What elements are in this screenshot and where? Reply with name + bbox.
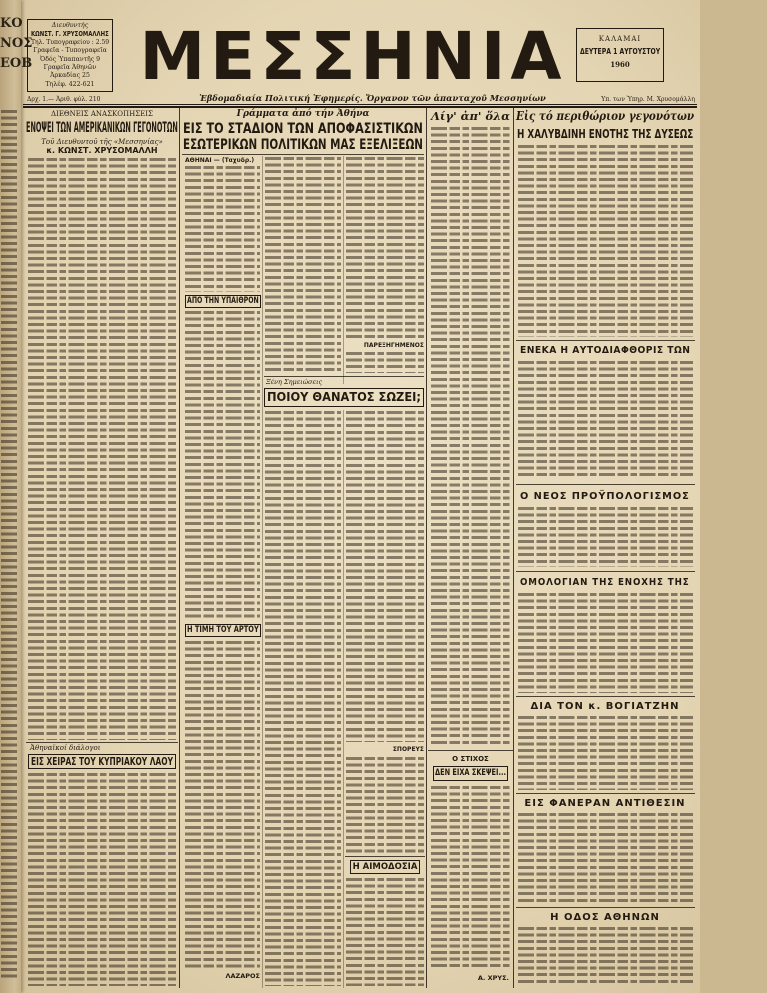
article-body-text: [346, 157, 424, 339]
athens-phone: Τηλέφ. 422-621: [45, 80, 95, 88]
offices-label: Γραφεῖα - Τυπογραφεῖα: [33, 47, 107, 55]
article-headline: ΟΜΟΛΟΓΙΑΝ ΤΗΣ ΕΝΟΧΗΣ ΤΗΣ: [520, 577, 690, 588]
editor-name: ΚΩΝΣΤ. Γ. ΧΡΥΣΟΜΑΛΛΗΣ: [31, 30, 109, 39]
newspaper-subtitle: Ἑβδομαδιαία Πολιτική Ἐφημερίς. Ὄργανον τῶν ἁπανταχοῦ Μεσσηνίων: [199, 93, 546, 103]
section-rule: [182, 154, 424, 155]
issue-number: Δρχ. 1.— Ἀριθ. φύλ. 210: [27, 96, 101, 103]
article-signature: ΠΑΡΕΞΗΓΗΜΕΝΟΣ: [363, 342, 424, 349]
section-rule: [516, 484, 695, 485]
section-rule: [264, 376, 424, 377]
section-rule: [26, 742, 178, 743]
adjacent-page-edge: [0, 0, 33, 993]
column-header: Εἰς τό περιθώριον γεγονότων: [516, 108, 695, 123]
column-header: Λίγ' ἀπ' ὅλα: [431, 109, 510, 123]
edge-fragment: ΕΟΒ: [0, 56, 33, 71]
masthead-info-box: [27, 19, 113, 92]
article-body-text: [518, 716, 693, 790]
editor-label: Διευθυντής: [51, 22, 89, 29]
article-signature: ΛΑΖΑΡΟΣ: [225, 972, 260, 980]
section-label: ΔΙΕΘΝΕΙΣ ΑΝΑΣΚΟΠΗΣΕΙΣ: [51, 110, 153, 118]
publisher-note: Υπ. των Ὑπηρ. Μ. Χρυσομάλλη: [601, 96, 695, 103]
article-dateline: ΑΘΗΝΑΙ — (Ταχυδρ.): [185, 157, 255, 164]
article-headline: ΕΙΣ ΦΑΝΕΡΑΝ ΑΝΤΙΘΕΣΙΝ: [524, 798, 686, 809]
column-rule: [343, 410, 344, 988]
section-label: Ξένη Σημειώσεις: [266, 378, 323, 386]
offices-address: Ὁδός Ὑπαπαντῆς 9: [39, 55, 101, 63]
section-rule: [516, 571, 695, 572]
article-body-text: [346, 352, 424, 373]
article-headline: ΕΝΕΚΑ Η ΑΥΤΟΔΙΑΦΘΟΡΙΣ ΤΩΝ: [520, 345, 691, 356]
article-body-text: [518, 813, 693, 905]
article-body-text: [346, 411, 424, 742]
section-rule: [428, 750, 513, 751]
column-rule: [513, 108, 514, 988]
article-headline: Ο ΝΕΟΣ ΠΡΟΫΠΟΛΟΓΙΣΜΟΣ: [520, 491, 690, 502]
article-signature: Α. ΧΡΥΣ.: [477, 974, 509, 982]
article-body-text: [28, 773, 176, 986]
section-label: Ἀθηναϊκοί διάλογοι: [30, 744, 101, 752]
article-body-text: [185, 166, 260, 292]
article-headline: ΕΝΟΨΕΙ ΤΩΝ ΑΜΕΡΙΚΑΝΙΚΩΝ ΓΕΓΟΝΟΤΩΝ: [26, 120, 178, 136]
article-kicker: Γράμματα ἀπό τήν Ἀθήνα: [236, 109, 370, 119]
article-body-text: [346, 757, 424, 853]
article-body-text: [518, 145, 693, 337]
article-headline: Η ΧΑΛΥΒΔΙΝΗ ΕΝΟΤΗΣ ΤΗΣ ΔΥΣΕΩΣ: [517, 126, 694, 141]
article-headline: ΑΠΟ ΤΗΝ ΥΠΑΙΘΡΟΝ: [185, 295, 261, 308]
article-body-text: [518, 507, 693, 567]
section-label: Ο ΣΤΙΧΟΣ: [452, 755, 489, 763]
issue-date: ΔΕΥΤΕΡΑ 1 ΑΥΓΟΥΣΤΟΥ: [580, 47, 661, 56]
article-body-text: [185, 641, 260, 968]
print-phone: Τηλ. Τυπογραφείου : 2.59: [31, 38, 110, 46]
edge-fragment: ΝΟΣ: [0, 36, 33, 51]
article-byline: Τοῦ Διευθυντοῦ τῆς «Μεσσηνίας»: [41, 138, 163, 146]
article-headline: ΕΙΣ ΤΟ ΣΤΑΔΙΟΝ ΤΩΝ ΑΠΟΦΑΣΙΣΤΙΚΩΝ: [183, 121, 423, 137]
section-rule: [345, 856, 425, 857]
athens-offices-label: Γραφεῖα Ἀθηνῶν: [43, 63, 97, 71]
date-box: [576, 28, 664, 82]
author-name: κ. ΚΩΝΣΤ. ΧΡΥΣΟΜΑΛΛΗ: [46, 146, 158, 155]
article-headline: ΕΣΩΤΕΡΙΚΩΝ ΠΟΛΙΤΙΚΩΝ ΜΑΣ ΕΞΕΛΙΞΕΩΝ: [183, 137, 423, 153]
article-body-text: [28, 158, 176, 740]
edge-fragment: ΚΟ: [0, 16, 23, 31]
article-body-text: [518, 593, 693, 693]
column-rule: [343, 156, 344, 384]
column-rule: [262, 156, 263, 988]
section-rule: [516, 793, 695, 794]
issue-year: 1960: [610, 60, 630, 69]
article-headline: Η ΟΔΟΣ ΑΘΗΝΩΝ: [550, 912, 660, 923]
article-body-text: [346, 878, 424, 986]
article-body-text: [431, 786, 510, 970]
article-headline: ΠΟΙΟΥ ΘΑΝΑΤΟΣ ΣΩΖΕΙ;: [264, 388, 424, 407]
section-rule: [516, 696, 695, 697]
city-name: ΚΑΛΑΜΑΙ: [598, 35, 642, 43]
column-rule: [426, 108, 427, 988]
article-headline: Η ΤΙΜΗ ΤΟΥ ΑΡΤΟΥ: [185, 624, 261, 637]
article-signature: ΣΠΟΡΕΥΣ: [392, 746, 424, 753]
article-headline: ΔΕΝ ΕΙΧΑ ΣΚΕΨΕΙ...: [433, 766, 508, 781]
column-rule: [179, 108, 180, 988]
article-body-text: [185, 311, 260, 621]
article-body-text: [431, 127, 510, 746]
section-rule: [516, 340, 695, 341]
article-headline: Η ΑΙΜΟΔΟΣΙΑ: [350, 860, 420, 874]
newspaper-title: ΜΕΣΣΗΝΙΑ: [139, 18, 567, 95]
edge-text-texture: [1, 110, 18, 980]
article-headline: ΔΙΑ ΤΟΝ κ. ΒΟΓΙΑΤΖΗΝ: [530, 701, 680, 712]
article-body-text: [518, 927, 693, 986]
athens-offices-address: Ἀρκαδίας 25: [50, 72, 90, 80]
article-headline: ΕΙΣ ΧΕΙΡΑΣ ΤΟΥ ΚΥΠΡΙΑΚΟΥ ΛΑΟΥ: [28, 754, 176, 769]
article-body-text: [518, 361, 693, 479]
article-body-text: [265, 157, 341, 373]
article-body-text: [265, 411, 341, 986]
section-rule: [516, 907, 695, 908]
